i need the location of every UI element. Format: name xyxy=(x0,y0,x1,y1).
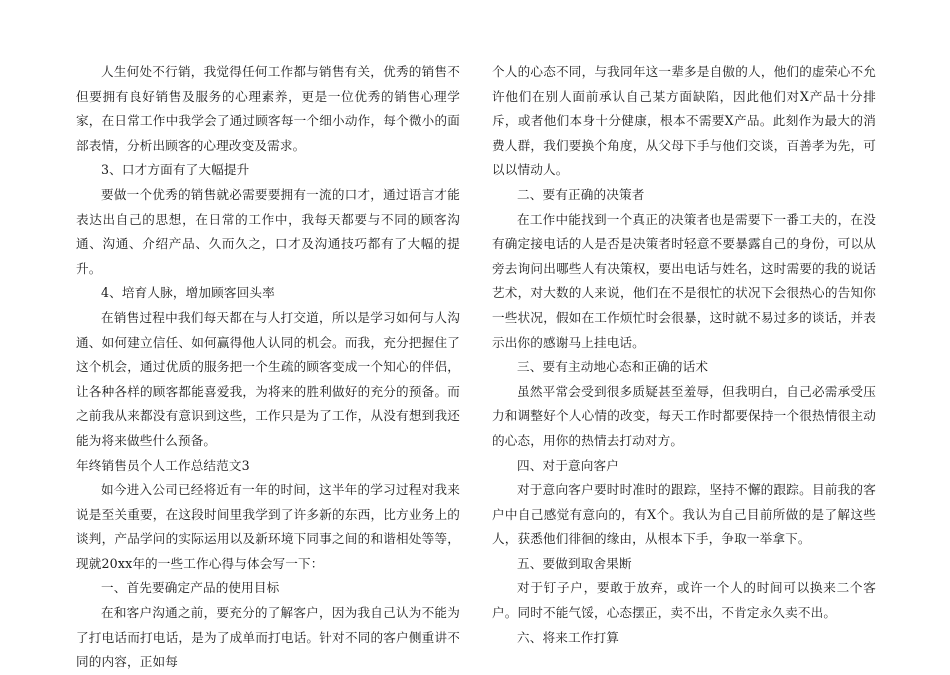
paragraph: 对于钉子户，要敢于放弃，或许一个人的时间可以换来二个客户。同时不能气馁，心态摆正，卖不出，不肯定永久卖不出。 xyxy=(492,580,876,621)
paragraph: 在销售过程中我们每天都在与人打交道，所以是学习如何与人沟通、如何建立信任、如何赢得他人认同的机会。而我，充分把握住了这个机会，通过优质的服务把一个生疏的顾客变成一个知心的伴侣，让各种各样的顾客都能喜爱我，为将来的胜利做好的充分的预备。而之前我从来都没有意识到这些，工作只是为了工作，从没有想到我还能为将来做些什么预备。 xyxy=(76,309,460,448)
paragraph: 在和客户沟通之前，要充分的了解客户，因为我自己认为不能为了打电话而打电话，是为了成单而打电话。针对不同的客户侧重讲不同的内容，正如每 xyxy=(76,605,460,670)
left-column xyxy=(76,60,460,675)
paragraph: 要做一个优秀的销售就必需要要拥有一流的口才，通过语言才能表达出自己的思想，在日常的工作中，我每天都要与不同的顾客沟通、沟通、介绍产品、久而久之，口才及沟通技巧都有了大幅的提升。 xyxy=(76,186,460,276)
section-heading: 三、要有主动地心态和正确的话术 xyxy=(517,359,709,375)
section-heading: 3、口才方面有了大幅提升 xyxy=(101,162,250,178)
section-heading: 二、要有正确的决策者 xyxy=(517,186,645,202)
section-heading: 六、将来工作打算 xyxy=(517,629,619,645)
paragraph: 如今进入公司已经将近有一年的时间，这半年的学习过程对我来说是至关重要，在这段时间里我学到了许多新的东西，比方业务上的谈判，产品学问的实际运用以及新环境下同事之间的和谐相处等等，现就20xx年的一些工作心得与体会写一下： xyxy=(76,482,460,571)
section-heading: 一、首先要确定产品的使用目标 xyxy=(101,580,280,596)
article-title: 年终销售员个人工作总结范文3 xyxy=(76,457,250,473)
paragraph: 在工作中能找到一个真正的决策者也是需要下一番工夫的，在没有确定接电话的人是否是决策者时轻意不要暴露自己的身份，可以从旁去询问出哪些人有决策权，要出电话与姓名，这时需要的我的说话艺术，对大数的人来说，他们在不是很忙的状况下会很热心的告知你一些状况，假如在工作烦忙时会很暴，这时就不易过多的谈话，并表示出你的感谢马上挂电话。 xyxy=(492,211,876,350)
section-heading: 四、对于意向客户 xyxy=(517,457,619,473)
paragraph: 虽然平常会受到很多质疑甚至羞辱，但我明白，自己必需承受压力和调整好个人心情的改变，每天工作时都要保持一个很热情很主动的心态，用你的热情去打动对方。 xyxy=(492,383,876,448)
paragraph: 人生何处不行销，我觉得任何工作都与销售有关，优秀的销售不但要拥有良好销售及服务的心理素养，更是一位优秀的销售心理学家，在日常工作中我学会了通过顾客每一个细小动作，每个微小的面部表情，分析出顾客的心理改变及需求。 xyxy=(76,64,460,153)
paragraph: 对于意向客户要时时准时的跟踪，坚持不懈的跟踪。目前我的客户中自己感觉有意向的，有X个。我认为自己目前所做的是了解这些人，获悉他们徘徊的缘由，从根本下手，争取一举拿下。 xyxy=(492,482,876,547)
right-column xyxy=(492,60,876,650)
section-heading: 4、培育人脉，增加顾客回头率 xyxy=(101,285,275,301)
section-heading: 五、要做到取舍果断 xyxy=(517,555,632,571)
paragraph-continued: 个人的心态不同，与我同年这一辈多是自傲的人，他们的虚荣心不允许他们在别人面前承认自己某方面缺陷，因此他们对X产品十分排斥，或者他们本身十分健康，根本不需要X产品。此刻作为最大的消费人群，我们要换个角度，从父母下手与他们交谈，百善孝为先，可以以情动人。 xyxy=(492,64,876,178)
